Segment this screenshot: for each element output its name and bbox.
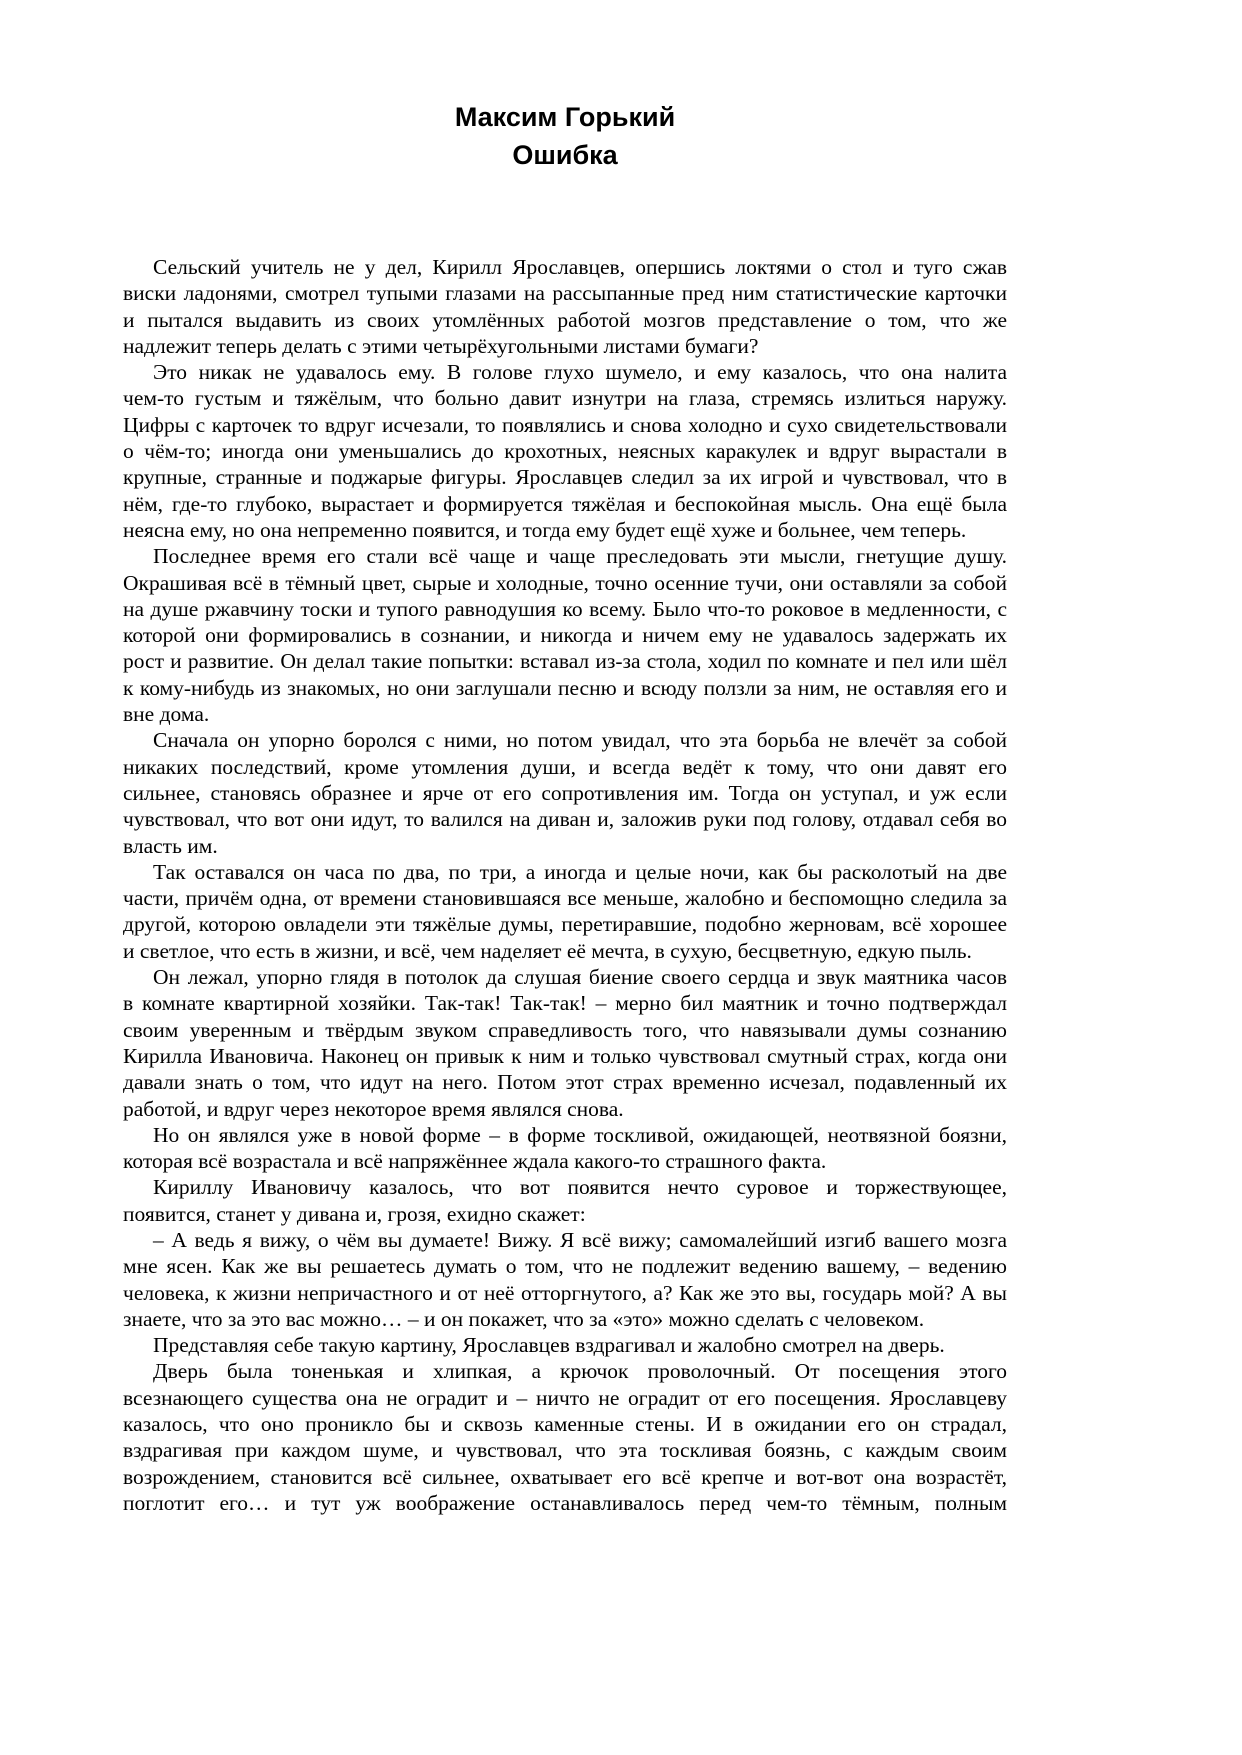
text-line: Представляя себе такую картину, Ярославцев вздрагивал и жалобно смотрел на дверь. [153,1333,945,1358]
text-line: которая всё возрастала и всё напряжённее ждала какого-то страшного факта. [123,1149,827,1174]
text-line: Это никак не удавалось ему. В голове глухо шумело, и ему казалось, что она налита [153,360,1007,385]
text-line: давали знать о том, что идут на него. Потом этот страх временно исчезал, подавленный их [123,1070,1007,1095]
text-line: Кирилла Ивановича. Наконец он привык к ним и только чувствовал смутный страх, когда они [123,1043,1007,1068]
text-line: возрождением, становится всё сильнее, охватывает его всё крепче и вот-вот она возрастёт, [123,1464,1007,1489]
text-line: вне дома. [123,702,210,727]
document-title-block [123,98,1007,174]
text-line: надлежит теперь делать с этими четырёхугольными листами бумаги? [123,333,759,358]
text-line: Так оставался он часа по два, по три, а иногда и целые ночи, как бы расколотый на две [153,859,1007,884]
text-line: Но он являлся уже в новой форме – в форме тоскливой, ожидающей, неотвязной боязни, [153,1122,1007,1147]
text-line: власть им. [123,833,218,858]
author-name: Максим Горький [454,102,676,132]
paragraph [123,254,1007,359]
text-line: человека, к жизни непричастного и от неё отторгнутого, а? Как же это вы, государь мой? А вы [123,1280,1007,1305]
paragraph [123,964,1007,1122]
document-body [123,254,1007,1516]
text-line: Сельский учитель не у дел, Кирилл Ярославцев, опершись локтями о стол и туго сжав [153,255,1007,279]
text-line: своим уверенным и твёрдым звуком справедливость того, что навязывали думы сознанию [123,1017,1007,1042]
text-line: виски ладонями, смотрел тупыми глазами на рассыпанные пред ним статистические карточки [123,281,1007,306]
text-line: Он лежал, упорно глядя в потолок да слушая биение своего сердца и звук маятника часов [153,965,1007,990]
text-line: знаете, что за это вас можно… – и он покажет, что за «это» можно сделать с человеком. [123,1306,925,1331]
text-line: – А ведь я вижу, о чём вы думаете! Вижу. Я всё вижу; самомалейший изгиб вашего мозга [153,1227,1007,1252]
text-line: рост и развитие. Он делал такие попытки: вставал из-за стола, ходил по комнате и пел или шёл [123,649,1007,674]
text-line: чувствовал, что вот они идут, то валился на диван и, заложив руки под голову, отдавал себя во [123,807,1007,832]
text-line: крупные, странные и поджарые фигуры. Ярославцев следил за их игрой и чувствовал, что в [123,465,1007,490]
text-line: мне ясен. Как же вы решаетесь думать о том, что не подлежит ведению вашему, – ведению [123,1254,1007,1279]
text-line: появится, станет у дивана и, грозя, ехидно скажет: [123,1201,586,1226]
text-line: поглотит его… и тут уж воображение останавливалось перед чем-то тёмным, полным [123,1490,1007,1515]
text-line: Окрашивая всё в тёмный цвет, сырые и холодные, точно осенние тучи, они оставляли за собой [123,570,1007,595]
text-line: и светлое, что есть в жизни, и всё, чем наделяет её мечта, в сухую, бесцветную, едкую пыль. [123,938,972,963]
text-line: которой они формировались в сознании, и никогда и ничем ему не удавалось задержать их [123,623,1007,648]
text-line: к кому-нибудь из знакомых, но они заглушали песню и всюду ползли за ним, не оставляя его и [123,675,1007,700]
paragraph [123,1227,1007,1332]
text-line: о чём-то; иногда они уменьшались до крохотных, неясных каракулек и вдруг вырастали в [123,439,1007,464]
text-line: части, причём одна, от времени становившаяся все меньше, жалобно и беспомощно следила за [123,886,1007,911]
text-line: чем-то густым и тяжёлым, что больно давит изнутри на глаза, стремясь излиться наружу. [123,386,1007,411]
paragraph [123,859,1007,964]
paragraph [123,1122,1007,1175]
text-line: Последнее время его стали всё чаще и чаще преследовать эти мысли, гнетущие душу. [153,544,1007,569]
text-line: Дверь была тоненькая и хлипкая, а крючок проволочный. От посещения этого [153,1359,1007,1384]
text-line: другой, которою овладели эти тяжёлые думы, перетиравшие, подобно жерновам, всё хорошее [123,912,1007,937]
story-title: Ошибка [512,140,618,170]
paragraph [123,1358,1007,1516]
text-line: Цифры с карточек то вдруг исчезали, то появлялись и снова холодно и сухо свидетельствовали [123,412,1007,437]
paragraph [123,727,1007,858]
paragraph [123,1332,1007,1358]
text-line: Сначала он упорно боролся с ними, но потом увидал, что эта борьба не влечёт за собой [153,728,1007,753]
text-line: на душе ржавчину тоски и тупого равнодушия ко всему. Было что-то роковое в медленности, с [123,596,1007,621]
text-line: никаких последствий, кроме утомления души, и всегда ведёт к тому, что они давят его [123,754,1007,779]
text-line: казалось, что оно проникло бы и сквозь каменные стены. И в ожидании его он страдал, [123,1412,1007,1437]
text-line: нём, где-то глубоко, вырастает и формируется тяжёлая и беспокойная мысль. Она ещё была [123,491,1007,516]
text-line: всезнающего существа она не оградит и – ничто не оградит от его посещения. Ярославцеву [123,1385,1007,1410]
text-line: и пытался выдавить из своих утомлённых работой мозгов представление о том, что же [123,307,1007,332]
text-line: Кириллу Ивановичу казалось, что вот появится нечто суровое и торжествующее, [153,1175,1007,1200]
paragraph [123,1174,1007,1227]
text-line: неясна ему, но она непременно появится, и тогда ему будет ещё хуже и больнее, чем теперь. [123,517,967,542]
text-line: в комнате квартирной хозяйки. Так-так! Так-так! – мерно бил маятник и точно подтверждал [123,991,1007,1016]
text-line: вздрагивая при каждом шуме, и чувствовал, что эта тоскливая боязнь, с каждым своим [123,1438,1007,1463]
paragraph [123,359,1007,543]
paragraph [123,543,1007,727]
text-line: сильнее, становясь образнее и ярче от его сопротивления им. Тогда он уступал, и уж если [123,780,1007,805]
text-line: работой, и вдруг через некоторое время являлся снова. [123,1096,624,1121]
